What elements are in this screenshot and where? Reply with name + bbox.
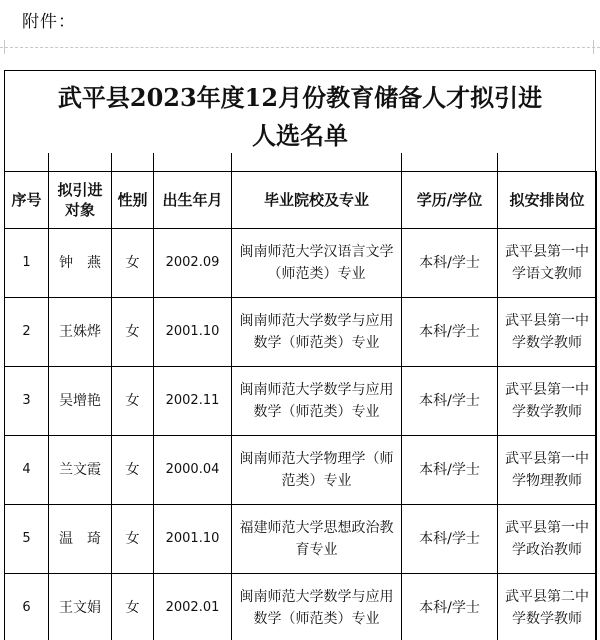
cell-gender: 女 bbox=[112, 229, 154, 298]
cell-index: 6 bbox=[5, 574, 49, 640]
cell-post: 武平县第一中学物理教师 bbox=[498, 436, 597, 505]
cell-name: 兰文霞 bbox=[49, 436, 112, 505]
cell-post: 武平县第二中学数学教师 bbox=[498, 574, 597, 640]
cell-school-major: 福建师范大学思想政治教育专业 bbox=[232, 505, 402, 574]
cell-index: 2 bbox=[5, 298, 49, 367]
table-row bbox=[5, 505, 597, 574]
cell-school-major: 闽南师范大学数学与应用数学（师范类）专业 bbox=[232, 367, 402, 436]
cell-index: 5 bbox=[5, 505, 49, 574]
cell-index: 4 bbox=[5, 436, 49, 505]
table-row bbox=[5, 436, 597, 505]
header-post: 拟安排岗位 bbox=[498, 172, 597, 229]
candidate-table bbox=[4, 171, 597, 640]
header-school-major: 毕业院校及专业 bbox=[232, 172, 402, 229]
margin-mark bbox=[593, 40, 594, 54]
cell-post: 武平县第一中学语文教师 bbox=[498, 229, 597, 298]
cell-name: 温 琦 bbox=[49, 505, 112, 574]
header-name: 拟引进对象 bbox=[49, 172, 112, 229]
cell-name: 钟 燕 bbox=[49, 229, 112, 298]
cell-index: 1 bbox=[5, 229, 49, 298]
cell-gender: 女 bbox=[112, 367, 154, 436]
cell-index: 3 bbox=[5, 367, 49, 436]
margin-mark bbox=[4, 40, 5, 54]
cell-post: 武平县第一中学政治教师 bbox=[498, 505, 597, 574]
table-header-row bbox=[5, 172, 597, 229]
cell-birth: 2002.11 bbox=[154, 367, 232, 436]
cell-birth: 2000.04 bbox=[154, 436, 232, 505]
page-divider bbox=[0, 47, 600, 48]
cell-gender: 女 bbox=[112, 574, 154, 640]
cell-post: 武平县第一中学数学教师 bbox=[498, 298, 597, 367]
header-birth: 出生年月 bbox=[154, 172, 232, 229]
cell-birth: 2001.10 bbox=[154, 298, 232, 367]
table-row bbox=[5, 229, 597, 298]
cell-school-major: 闽南师范大学汉语言文学（师范类）专业 bbox=[232, 229, 402, 298]
cell-birth: 2002.01 bbox=[154, 574, 232, 640]
cell-degree: 本科/学士 bbox=[402, 436, 498, 505]
cell-birth: 2002.09 bbox=[154, 229, 232, 298]
cell-birth: 2001.10 bbox=[154, 505, 232, 574]
cell-school-major: 闽南师范大学物理学（师范类）专业 bbox=[232, 436, 402, 505]
cell-degree: 本科/学士 bbox=[402, 298, 498, 367]
cell-name: 王文娟 bbox=[49, 574, 112, 640]
list-sheet bbox=[4, 70, 596, 640]
cell-gender: 女 bbox=[112, 298, 154, 367]
cell-name: 吴增艳 bbox=[49, 367, 112, 436]
cell-school-major: 闽南师范大学数学与应用数学（师范类）专业 bbox=[232, 574, 402, 640]
cell-name: 王姝烨 bbox=[49, 298, 112, 367]
cell-degree: 本科/学士 bbox=[402, 229, 498, 298]
header-gender: 性别 bbox=[112, 172, 154, 229]
spacer-row bbox=[5, 153, 595, 172]
document-title bbox=[5, 79, 595, 155]
header-index: 序号 bbox=[5, 172, 49, 229]
table-row bbox=[5, 367, 597, 436]
title-line-1: 武平县2023年度12月份教育储备人才拟引进 bbox=[57, 83, 543, 112]
table-row bbox=[5, 574, 597, 640]
cell-degree: 本科/学士 bbox=[402, 574, 498, 640]
title-line-2: 人选名单 bbox=[252, 121, 348, 150]
cell-degree: 本科/学士 bbox=[402, 505, 498, 574]
table-row bbox=[5, 298, 597, 367]
cell-gender: 女 bbox=[112, 505, 154, 574]
cell-school-major: 闽南师范大学数学与应用数学（师范类）专业 bbox=[232, 298, 402, 367]
attachment-label: 附件： bbox=[22, 12, 76, 32]
cell-degree: 本科/学士 bbox=[402, 367, 498, 436]
cell-post: 武平县第一中学数学教师 bbox=[498, 367, 597, 436]
cell-gender: 女 bbox=[112, 436, 154, 505]
header-degree: 学历/学位 bbox=[402, 172, 498, 229]
